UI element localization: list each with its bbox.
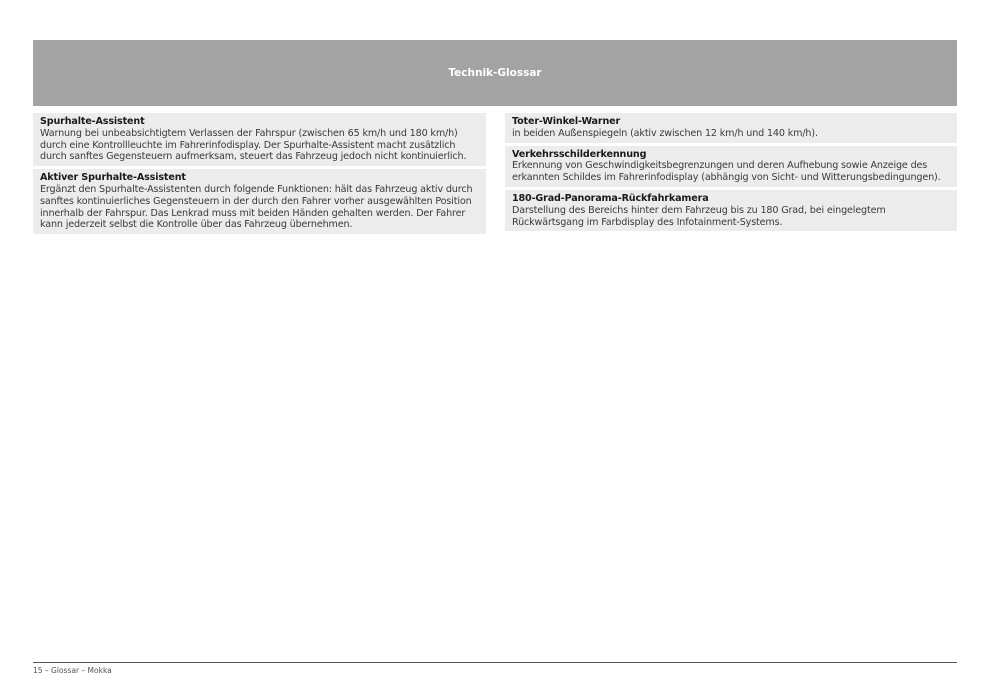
entry-title: Toter-Winkel-Warner xyxy=(512,116,621,127)
entry-title: 180-Grad-Panorama-Rückfahrkamera xyxy=(512,192,709,204)
right-column xyxy=(505,113,957,234)
glossary-header xyxy=(33,40,957,106)
glossary-entry xyxy=(33,113,486,166)
glossary-title: Technik-Glossar xyxy=(448,67,542,79)
page-footer: 15 – Glossar – Mokka xyxy=(33,666,112,675)
left-column xyxy=(33,113,486,237)
entry-title: Spurhalte-Assistent xyxy=(40,116,145,127)
entry-title: Aktiver Spurhalte-Assistent xyxy=(40,172,186,184)
entry-text: Darstellung des Bereichs hinter dem Fahrzeug bis zu 180 Grad, bei eingelegtem Rückwärtsgang im Farbdisplay des Infotainment-Systems. xyxy=(512,204,886,228)
footer-divider xyxy=(33,662,957,663)
glossary-entry xyxy=(505,113,957,143)
entry-text: Ergänzt den Spurhalte-Assistenten durch folgende Funktionen: hält das Fahrzeug aktiv durch sanftes kontinuierliches Gegensteuern in der durch den Fahrer vorher ausgewählten Position innerhalb der Fahrspur. Das Lenkrad muss mit beiden Händen gehalten werden. Der Fahrer kann jederzeit selbst die Kontrolle über das Fahrzeug übernehmen. xyxy=(40,183,473,231)
entry-title: Verkehrsschilderkennung xyxy=(512,148,647,160)
entry-text: in beiden Außenspiegeln (aktiv zwischen 12 km/h und 140 km/h). xyxy=(512,127,818,139)
entry-text: Erkennung von Geschwindigkeitsbegrenzungen und deren Aufhebung sowie Anzeige des erkannten Schildes im Fahrerinfodisplay (abhängig von Sicht- und Witterungsbedingungen). xyxy=(512,160,941,184)
entry-text: Warnung bei unbeabsichtigtem Verlassen der Fahrspur (zwischen 65 km/h und 180 km/h) durch eine Kontrollleuchte im Fahrerinfodisplay. Der Spurhalte-Assistent macht zusätzlich durch sanftes Gegensteuern aufmerksam, steuert das Fahrzeug jedoch nicht kontinuierlich. xyxy=(40,127,467,163)
glossary-entry xyxy=(33,169,486,234)
glossary-entry xyxy=(505,190,957,231)
glossary-entry xyxy=(505,146,957,187)
